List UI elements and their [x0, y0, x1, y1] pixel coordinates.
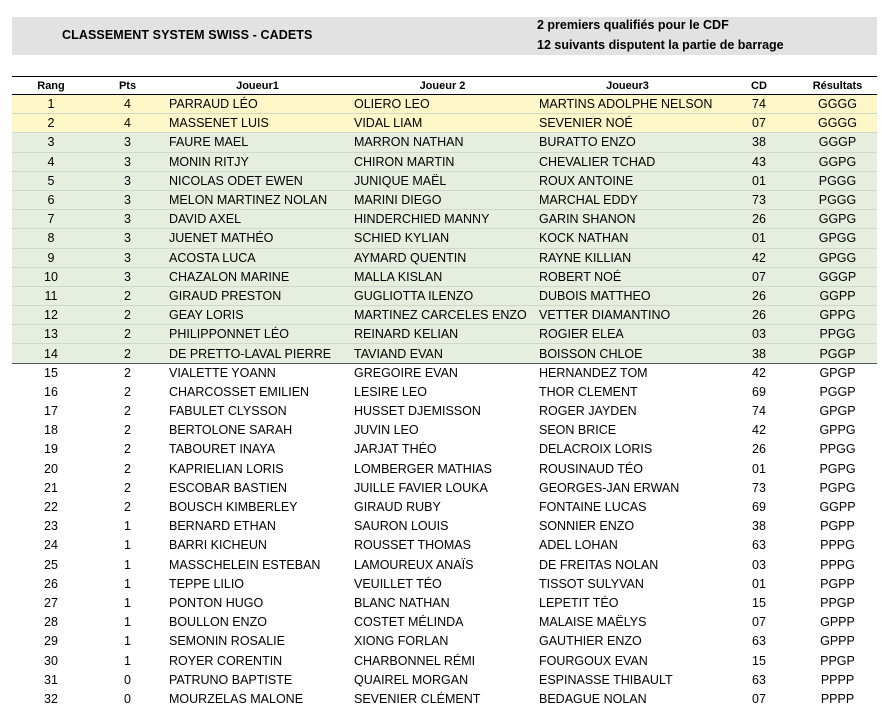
table-row	[12, 190, 877, 209]
player3-cell: MALAISE MAËLYS	[539, 615, 647, 630]
table-row	[12, 670, 877, 689]
player1-cell: MOURZELAS MALONE	[169, 691, 304, 706]
points-cell: 3	[90, 133, 165, 152]
cd-cell: 38	[752, 519, 766, 534]
table-row	[12, 133, 877, 152]
player2-cell: SEVENIER CLÉMENT	[354, 691, 481, 706]
table-row	[12, 440, 877, 459]
player1-cell: SEMONIN ROSALIE	[169, 634, 285, 649]
rank-cell: 28	[44, 615, 58, 630]
cd-cell: 73	[752, 480, 766, 495]
points-cell: 3	[90, 229, 165, 248]
rank-cell: 30	[44, 653, 58, 668]
results-cell: PGPG	[819, 461, 856, 476]
points-cell: 3	[90, 210, 165, 229]
rank-cell: 12	[12, 306, 90, 325]
results-cell: GPGG	[798, 248, 877, 267]
rank-cell: 13	[12, 325, 90, 344]
cd-cell: 01	[720, 229, 798, 248]
player1-cell: DAVID AXEL	[165, 210, 350, 229]
table-row	[12, 555, 877, 574]
player3-cell: CHEVALIER TCHAD	[535, 152, 720, 171]
rank-cell: 25	[44, 557, 58, 572]
rank-cell: 31	[44, 672, 58, 687]
rank-cell: 15	[44, 365, 58, 380]
column-header-cd: CD	[720, 77, 798, 95]
rank-cell: 19	[44, 442, 58, 457]
rank-cell: 8	[12, 229, 90, 248]
cd-cell: 43	[720, 152, 798, 171]
points-cell: 1	[124, 595, 131, 610]
column-header-joueur1: Joueur1	[165, 77, 350, 95]
results-cell: GGPG	[798, 152, 877, 171]
column-header-pts: Pts	[90, 77, 165, 95]
player3-cell: MARTINS ADOLPHE NELSON	[535, 95, 720, 114]
player3-cell: GAUTHIER ENZO	[539, 634, 642, 649]
player2-cell: GREGOIRE EVAN	[354, 365, 458, 380]
player2-cell: VEUILLET TÉO	[354, 576, 442, 591]
player1-cell: JUENET MATHÉO	[165, 229, 350, 248]
points-cell: 1	[124, 615, 131, 630]
player1-cell: MASSENET LUIS	[165, 114, 350, 133]
results-cell: GPGP	[819, 404, 856, 419]
player1-cell: BERTOLONE SARAH	[169, 423, 293, 438]
results-cell: GPPP	[820, 615, 855, 630]
player3-cell: FONTAINE LUCAS	[539, 500, 647, 515]
player3-cell: BEDAGUE NOLAN	[539, 691, 647, 706]
table-row	[12, 286, 877, 305]
cd-cell: 69	[752, 500, 766, 515]
points-cell: 1	[124, 538, 131, 553]
player1-cell: BOULLON ENZO	[169, 615, 267, 630]
points-cell: 2	[90, 325, 165, 344]
cd-cell: 07	[752, 691, 766, 706]
player2-cell: BLANC NATHAN	[354, 595, 450, 610]
cd-cell: 63	[752, 672, 766, 687]
rank-cell: 21	[44, 480, 58, 495]
results-cell: GGGG	[798, 114, 877, 133]
rank-cell: 20	[44, 461, 58, 476]
player2-cell: OLIERO LEO	[350, 95, 535, 114]
player3-cell: LEPETIT TÉO	[539, 595, 619, 610]
table-row	[12, 632, 877, 651]
table-row	[12, 152, 877, 171]
player1-cell: MONIN RITJY	[165, 152, 350, 171]
player2-cell: CHARBONNEL RÉMI	[354, 653, 476, 668]
rank-cell: 11	[12, 286, 90, 305]
table-header-row	[12, 77, 877, 95]
cd-cell: 26	[720, 286, 798, 305]
points-cell: 2	[124, 500, 131, 515]
table-row	[12, 497, 877, 516]
rank-cell: 17	[44, 404, 58, 419]
player1-cell: VIALETTE YOANN	[169, 365, 276, 380]
player2-cell: HINDERCHIED MANNY	[350, 210, 535, 229]
table-row	[12, 402, 877, 421]
player1-cell: FABULET CLYSSON	[169, 404, 287, 419]
player3-cell: FOURGOUX EVAN	[539, 653, 648, 668]
player3-cell: ROGER JAYDEN	[539, 404, 637, 419]
player1-cell: BOUSCH KIMBERLEY	[169, 500, 298, 515]
ranking-table	[12, 76, 877, 709]
player3-cell: RAYNE KILLIAN	[535, 248, 720, 267]
results-cell: PPGP	[820, 595, 855, 610]
player2-cell: SAURON LOUIS	[354, 519, 449, 534]
player2-cell: VIDAL LIAM	[350, 114, 535, 133]
rank-cell: 18	[44, 423, 58, 438]
player2-cell: AYMARD QUENTIN	[350, 248, 535, 267]
points-cell: 1	[124, 653, 131, 668]
results-cell: GPPP	[820, 634, 855, 649]
player2-cell: MARINI DIEGO	[350, 190, 535, 209]
cd-cell: 73	[720, 190, 798, 209]
table-row	[12, 536, 877, 555]
player3-cell: DELACROIX LORIS	[539, 442, 653, 457]
results-cell: PGGG	[798, 171, 877, 190]
player3-cell: BURATTO ENZO	[535, 133, 720, 152]
cd-cell: 74	[720, 95, 798, 114]
player2-cell: MARRON NATHAN	[350, 133, 535, 152]
points-cell: 3	[90, 152, 165, 171]
player1-cell: DE PRETTO-LAVAL PIERRE	[165, 344, 350, 363]
player1-cell: CHARCOSSET EMILIEN	[169, 384, 310, 399]
player2-cell: MARTINEZ CARCELES ENZO	[350, 306, 535, 325]
table-row	[12, 95, 877, 114]
barrage-note: 12 suivants disputent la partie de barrage	[537, 38, 784, 52]
player3-cell: SEVENIER NOÉ	[535, 114, 720, 133]
player2-cell: LOMBERGER MATHIAS	[354, 461, 492, 476]
player3-cell: VETTER DIAMANTINO	[535, 306, 720, 325]
points-cell: 3	[90, 190, 165, 209]
cd-cell: 15	[752, 653, 766, 668]
results-cell: PPGG	[819, 442, 856, 457]
rank-cell: 2	[12, 114, 90, 133]
player3-cell: TISSOT SULYVAN	[539, 576, 644, 591]
player2-cell: COSTET MÉLINDA	[354, 615, 464, 630]
column-header-rang: Rang	[12, 77, 90, 95]
player2-cell: TAVIAND EVAN	[350, 344, 535, 363]
cd-cell: 01	[752, 461, 766, 476]
player1-cell: BERNARD ETHAN	[169, 519, 276, 534]
table-row	[12, 382, 877, 401]
rank-cell: 23	[44, 519, 58, 534]
points-cell: 2	[124, 404, 131, 419]
player3-cell: ROGIER ELEA	[535, 325, 720, 344]
player2-cell: JARJAT THÉO	[354, 442, 437, 457]
rank-cell: 6	[12, 190, 90, 209]
column-header-joueur2: Joueur 2	[350, 77, 535, 95]
points-cell: 3	[90, 171, 165, 190]
cd-cell: 42	[720, 248, 798, 267]
player2-cell: ROUSSET THOMAS	[354, 538, 471, 553]
rank-cell: 16	[44, 384, 58, 399]
qualification-note: 2 premiers qualifiés pour le CDF	[537, 18, 729, 32]
player1-cell: TABOURET INAYA	[169, 442, 276, 457]
results-cell: PPPG	[820, 538, 855, 553]
table-row	[12, 421, 877, 440]
player1-cell: GEAY LORIS	[165, 306, 350, 325]
cd-cell: 26	[752, 442, 766, 457]
player1-cell: ROYER CORENTIN	[169, 653, 283, 668]
table-row	[12, 651, 877, 670]
points-cell: 1	[124, 557, 131, 572]
player1-cell: MASSCHELEIN ESTEBAN	[169, 557, 321, 572]
cd-cell: 26	[720, 210, 798, 229]
points-cell: 2	[124, 442, 131, 457]
player3-cell: THOR CLEMENT	[539, 384, 638, 399]
cd-cell: 03	[720, 325, 798, 344]
cd-cell: 63	[752, 634, 766, 649]
rank-cell: 9	[12, 248, 90, 267]
header-banner	[12, 17, 877, 55]
cd-cell: 26	[720, 306, 798, 325]
points-cell: 3	[90, 267, 165, 286]
cd-cell: 42	[752, 365, 766, 380]
player1-cell: MELON MARTINEZ NOLAN	[165, 190, 350, 209]
cd-cell: 07	[720, 267, 798, 286]
rank-cell: 3	[12, 133, 90, 152]
points-cell: 2	[124, 365, 131, 380]
table-row	[12, 267, 877, 286]
results-cell: PPPG	[820, 557, 855, 572]
points-cell: 1	[124, 634, 131, 649]
player1-cell: PATRUNO BAPTISTE	[169, 672, 293, 687]
points-cell: 1	[124, 519, 131, 534]
table-row	[12, 613, 877, 632]
table-row	[12, 593, 877, 612]
results-cell: PPPP	[820, 691, 855, 706]
player3-cell: ROUSINAUD TÉO	[539, 461, 643, 476]
rank-cell: 5	[12, 171, 90, 190]
player3-cell: SEON BRICE	[539, 423, 617, 438]
table-row	[12, 689, 877, 708]
player3-cell: GARIN SHANON	[535, 210, 720, 229]
player3-cell: SONNIER ENZO	[539, 519, 635, 534]
results-cell: GGPP	[798, 286, 877, 305]
points-cell: 0	[124, 672, 131, 687]
player2-cell: QUAIREL MORGAN	[354, 672, 469, 687]
table-row	[12, 344, 877, 363]
cd-cell: 01	[752, 576, 766, 591]
rank-cell: 27	[44, 595, 58, 610]
player1-cell: TEPPE LILIO	[169, 576, 245, 591]
results-cell: PPPP	[820, 672, 855, 687]
table-row	[12, 229, 877, 248]
player2-cell: HUSSET DJEMISSON	[354, 404, 481, 419]
player2-cell: JUILLE FAVIER LOUKA	[354, 480, 488, 495]
table-row	[12, 114, 877, 133]
results-cell: GGGP	[798, 267, 877, 286]
table-row	[12, 210, 877, 229]
cd-cell: 42	[752, 423, 766, 438]
player1-cell: CHAZALON MARINE	[165, 267, 350, 286]
player3-cell: HERNANDEZ TOM	[539, 365, 648, 380]
player3-cell: DE FREITAS NOLAN	[539, 557, 659, 572]
column-header-resultats: Résultats	[798, 77, 877, 95]
cd-cell: 01	[720, 171, 798, 190]
player1-cell: PARRAUD LÉO	[165, 95, 350, 114]
player1-cell: BARRI KICHEUN	[169, 538, 267, 553]
points-cell: 2	[124, 423, 131, 438]
rank-cell: 24	[44, 538, 58, 553]
cd-cell: 07	[752, 615, 766, 630]
results-cell: PGPG	[819, 480, 856, 495]
rank-cell: 32	[44, 691, 58, 706]
results-cell: GGGG	[798, 95, 877, 114]
player3-cell: KOCK NATHAN	[535, 229, 720, 248]
rank-cell: 4	[12, 152, 90, 171]
cd-cell: 63	[752, 538, 766, 553]
player2-cell: MALLA KISLAN	[350, 267, 535, 286]
rank-cell: 29	[44, 634, 58, 649]
results-cell: PGGG	[798, 190, 877, 209]
player3-cell: DUBOIS MATTHEO	[535, 286, 720, 305]
rank-cell: 1	[12, 95, 90, 114]
points-cell: 2	[124, 384, 131, 399]
table-row	[12, 171, 877, 190]
table-row	[12, 459, 877, 478]
cd-cell: 74	[752, 404, 766, 419]
points-cell: 2	[90, 306, 165, 325]
player1-cell: ACOSTA LUCA	[165, 248, 350, 267]
results-cell: PPGG	[798, 325, 877, 344]
points-cell: 4	[90, 95, 165, 114]
results-cell: GPGG	[798, 229, 877, 248]
results-cell: GGPP	[819, 500, 856, 515]
results-cell: GGGP	[798, 133, 877, 152]
player3-cell: BOISSON CHLOE	[535, 344, 720, 363]
results-cell: GPPG	[798, 306, 877, 325]
table-row	[12, 363, 877, 382]
cd-cell: 38	[720, 133, 798, 152]
player1-cell: KAPRIELIAN LORIS	[169, 461, 284, 476]
rank-cell: 7	[12, 210, 90, 229]
player1-cell: NICOLAS ODET EWEN	[165, 171, 350, 190]
player3-cell: ADEL LOHAN	[539, 538, 618, 553]
player1-cell: ESCOBAR BASTIEN	[169, 480, 288, 495]
player2-cell: LESIRE LEO	[354, 384, 427, 399]
table-body	[12, 95, 877, 709]
player3-cell: ROUX ANTOINE	[535, 171, 720, 190]
player1-cell: PHILIPPONNET LÉO	[165, 325, 350, 344]
rank-cell: 22	[44, 500, 58, 515]
points-cell: 3	[90, 248, 165, 267]
player2-cell: REINARD KELIAN	[350, 325, 535, 344]
points-cell: 2	[124, 480, 131, 495]
results-cell: PGGP	[798, 344, 877, 363]
results-cell: PGGP	[819, 384, 856, 399]
player3-cell: ROBERT NOÉ	[535, 267, 720, 286]
table-row	[12, 306, 877, 325]
cd-cell: 15	[752, 595, 766, 610]
cd-cell: 03	[752, 557, 766, 572]
table-row	[12, 517, 877, 536]
player2-cell: JUVIN LEO	[354, 423, 419, 438]
table-row	[12, 574, 877, 593]
player2-cell: LAMOUREUX ANAÏS	[354, 557, 474, 572]
player2-cell: JUNIQUE MAËL	[350, 171, 535, 190]
cd-cell: 38	[720, 344, 798, 363]
table-row	[12, 478, 877, 497]
points-cell: 2	[124, 461, 131, 476]
player2-cell: CHIRON MARTIN	[350, 152, 535, 171]
points-cell: 2	[90, 344, 165, 363]
results-cell: PPGP	[820, 653, 855, 668]
table-row	[12, 325, 877, 344]
cd-cell: 69	[752, 384, 766, 399]
column-header-joueur3: Joueur3	[535, 77, 720, 95]
results-cell: PGPP	[820, 519, 855, 534]
player1-cell: FAURE MAEL	[165, 133, 350, 152]
player2-cell: SCHIED KYLIAN	[350, 229, 535, 248]
results-cell: GGPG	[798, 210, 877, 229]
rank-cell: 26	[44, 576, 58, 591]
points-cell: 4	[90, 114, 165, 133]
results-cell: GPPG	[819, 423, 856, 438]
player2-cell: GUGLIOTTA ILENZO	[350, 286, 535, 305]
table-row	[12, 248, 877, 267]
points-cell: 0	[124, 691, 131, 706]
cd-cell: 07	[720, 114, 798, 133]
results-cell: GPGP	[819, 365, 856, 380]
rank-cell: 10	[12, 267, 90, 286]
rank-cell: 14	[12, 344, 90, 363]
page-title: CLASSEMENT SYSTEM SWISS - CADETS	[62, 28, 313, 42]
points-cell: 2	[90, 286, 165, 305]
player1-cell: GIRAUD PRESTON	[165, 286, 350, 305]
player3-cell: ESPINASSE THIBAULT	[539, 672, 673, 687]
player3-cell: GEORGES-JAN ERWAN	[539, 480, 680, 495]
points-cell: 1	[124, 576, 131, 591]
player2-cell: GIRAUD RUBY	[354, 500, 441, 515]
player1-cell: PONTON HUGO	[169, 595, 264, 610]
player3-cell: MARCHAL EDDY	[535, 190, 720, 209]
results-cell: PGPP	[820, 576, 855, 591]
player2-cell: XIONG FORLAN	[354, 634, 449, 649]
